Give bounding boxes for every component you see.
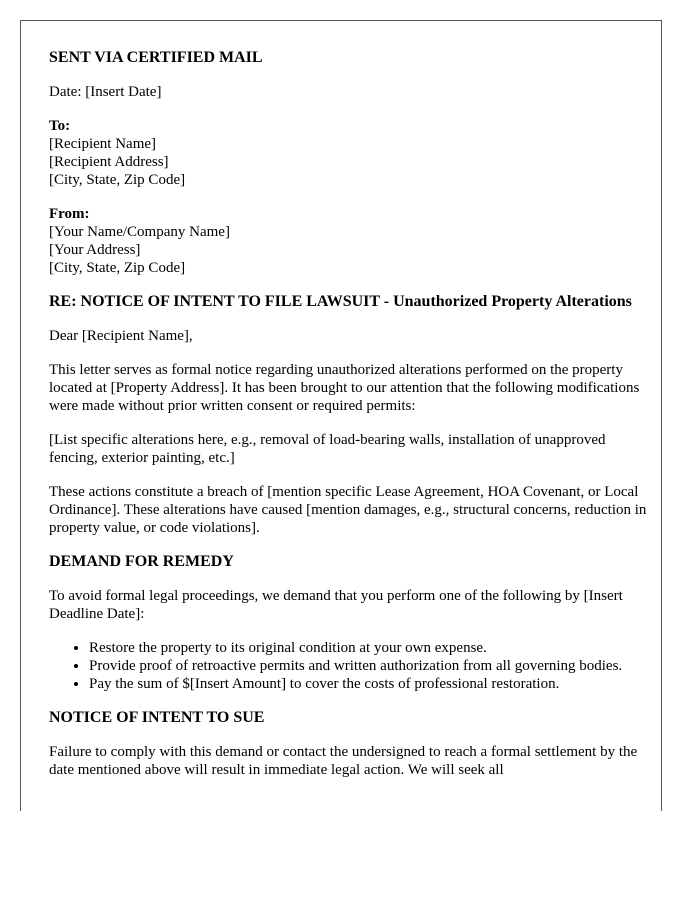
sender-city: [City, State, Zip Code]: [49, 260, 186, 276]
from-label: From:: [49, 206, 90, 222]
date-line: Date: [Insert Date]: [49, 84, 162, 100]
re-subject: - Unauthorized Property Alterations: [379, 293, 632, 310]
body-paragraph-2: [List specific alterations here, e.g., removal of load-bearing walls, installation of unapproved fencing, exterior painting, etc.]: [49, 432, 606, 466]
remedy-item-payment: • Pay the sum of $[Insert Amount] to cover the costs of professional restoration.: [89, 675, 649, 693]
remedy-heading: DEMAND FOR REMEDY: [49, 553, 234, 570]
sender-name: [Your Name/Company Name]: [49, 224, 230, 240]
letter-page: [20, 20, 662, 811]
remedy-item-permits: • Provide proof of retroactive permits and written authorization from all governing bodies.: [89, 657, 649, 675]
salutation: Dear [Recipient Name],: [49, 328, 193, 344]
recipient-city: [City, State, Zip Code]: [49, 172, 186, 188]
sender-address: [Your Address]: [49, 242, 141, 258]
body-paragraph-1: This letter serves as formal notice regarding unauthorized alterations performed on the property located at [Property Address]. It has been brought to our attention that the following modifications were made without prior written consent or required permits:: [49, 362, 640, 414]
remedy-intro: To avoid formal legal proceedings, we demand that you perform one of the following by [Insert Deadline Date]:: [49, 588, 623, 622]
letter-content: [49, 21, 649, 795]
recipient-name: [Recipient Name]: [49, 136, 157, 152]
sue-paragraph: Failure to comply with this demand or contact the undersigned to reach a formal settlement by the date mentioned above will result in immediate legal action. We will seek all: [49, 744, 638, 778]
recipient-address: [Recipient Address]: [49, 154, 169, 170]
re-title: RE: NOTICE OF INTENT TO FILE LAWSUIT: [49, 293, 380, 310]
to-label: To:: [49, 118, 71, 134]
sue-heading: NOTICE OF INTENT TO SUE: [49, 709, 265, 726]
remedy-list: [49, 639, 649, 693]
to-block: [49, 117, 649, 189]
body-paragraph-3: These actions constitute a breach of [mention specific Lease Agreement, HOA Covenant, or Local Ordinance]. These alterations have caused [mention damages, e.g., structural concerns, reduction in property value, or code violations].: [49, 484, 647, 536]
from-block: [49, 205, 649, 277]
remedy-item-restore: • Restore the property to its original condition at your own expense.: [89, 639, 649, 657]
sent-via-heading: SENT VIA CERTIFIED MAIL: [49, 49, 263, 66]
re-line: [49, 293, 649, 311]
